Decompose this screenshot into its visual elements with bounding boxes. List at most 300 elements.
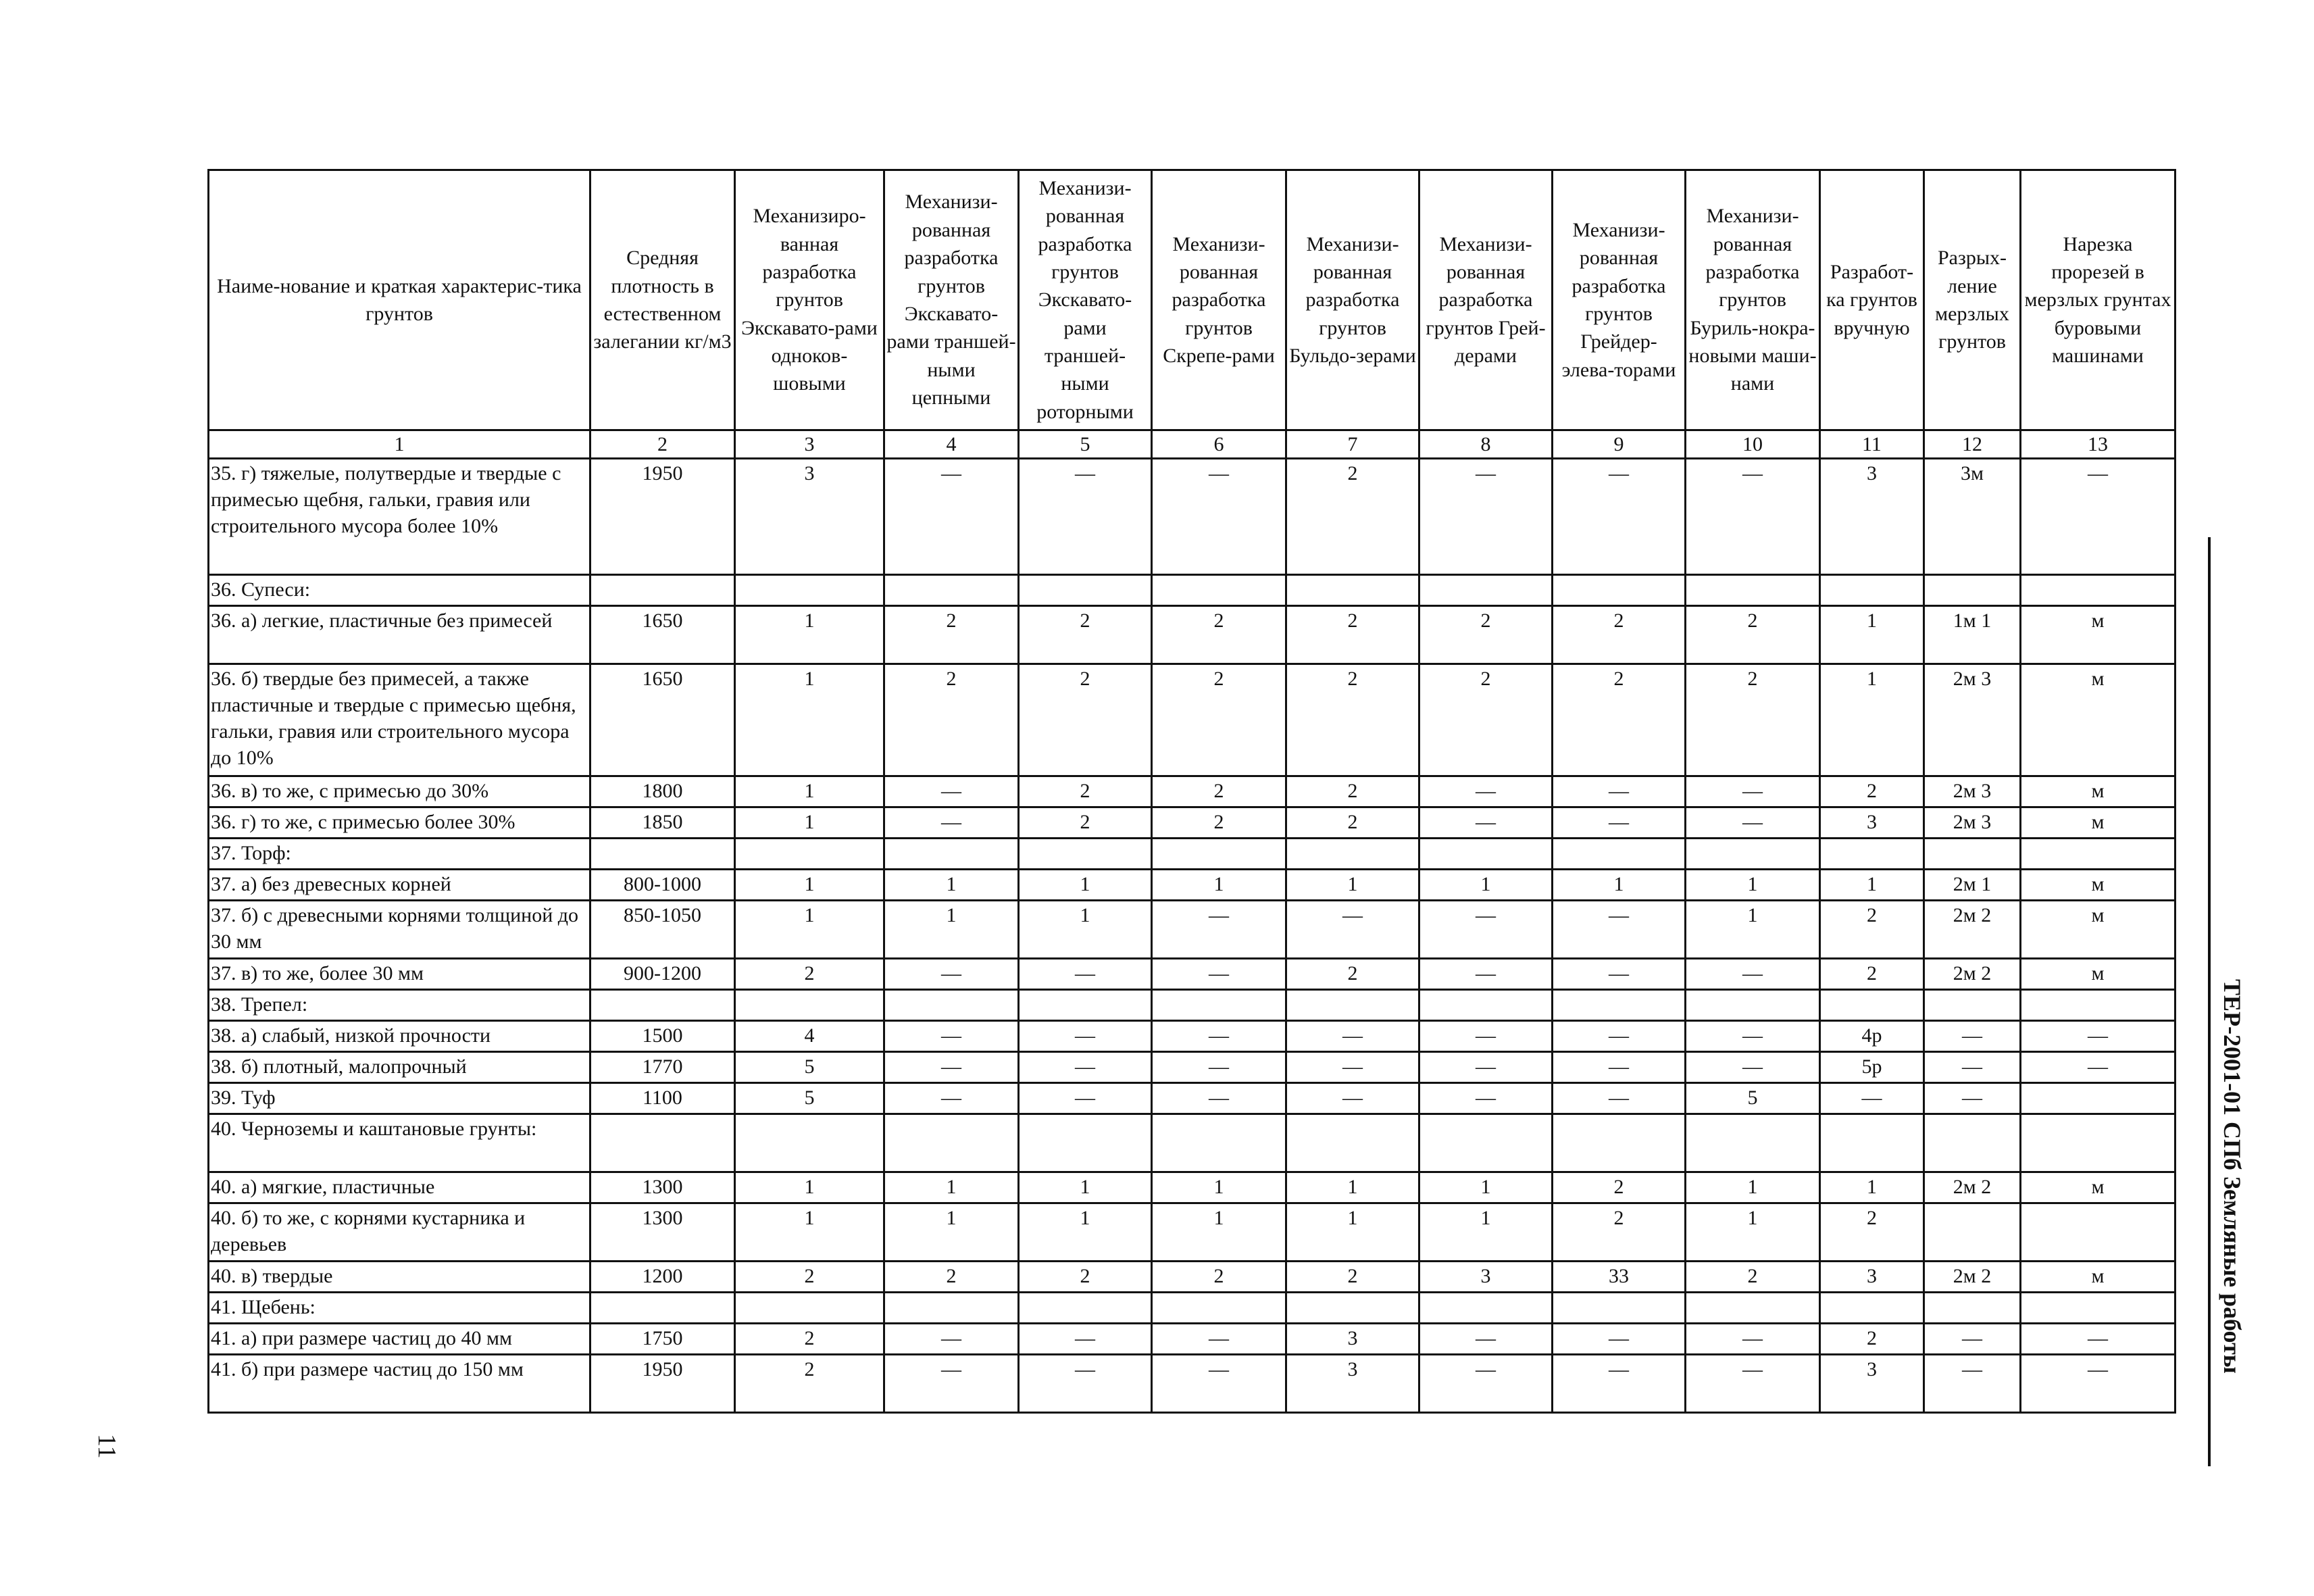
category-cell-c10: 1 — [1686, 870, 1820, 901]
category-cell-c10 — [1686, 839, 1820, 870]
category-cell-c3 — [735, 990, 884, 1021]
column-number: 7 — [1286, 430, 1419, 459]
category-cell-c13: — — [2021, 1021, 2175, 1052]
category-cell-c10: — — [1686, 1355, 1820, 1413]
category-cell-c5: — — [1019, 1052, 1152, 1083]
category-cell-c6: — — [1152, 959, 1286, 990]
table-row — [209, 1262, 2175, 1293]
category-cell-c13 — [2021, 1114, 2175, 1172]
soil-name-cell: 36. б) твердые без примесей, а также пластичные и твердые с примесью щебня, гальки, гравия или строительного мусора до 10% — [209, 664, 590, 776]
category-cell-c3: 1 — [735, 807, 884, 839]
category-cell-c6: — — [1152, 459, 1286, 575]
category-cell-c9: 1 — [1553, 870, 1686, 901]
category-cell-c9 — [1553, 575, 1686, 606]
column-number: 9 — [1553, 430, 1686, 459]
category-cell-c3: 1 — [735, 664, 884, 776]
density-cell: 1300 — [590, 1203, 735, 1262]
category-cell-c8 — [1419, 1114, 1553, 1172]
category-cell-c11: 5р — [1820, 1052, 1924, 1083]
category-cell-c9: — — [1553, 901, 1686, 959]
header-name: Наиме-нование и краткая характерис-тика грунтов — [209, 170, 590, 430]
category-cell-c5 — [1019, 1293, 1152, 1324]
category-cell-c10: — — [1686, 807, 1820, 839]
category-cell-c7: 2 — [1286, 959, 1419, 990]
category-cell-c13: м — [2021, 901, 2175, 959]
table-row — [209, 575, 2175, 606]
category-cell-c8: — — [1419, 807, 1553, 839]
category-cell-c3 — [735, 1293, 884, 1324]
category-cell-c8: — — [1419, 959, 1553, 990]
soil-name-cell: 38. Трепел: — [209, 990, 590, 1021]
category-cell-c13 — [2021, 1293, 2175, 1324]
category-cell-c7 — [1286, 839, 1419, 870]
category-cell-c9 — [1553, 1114, 1686, 1172]
column-number: 6 — [1152, 430, 1286, 459]
category-cell-c12: 2м 3 — [1924, 807, 2021, 839]
table-row — [209, 1052, 2175, 1083]
category-cell-c8: 1 — [1419, 1203, 1553, 1262]
table-row — [209, 459, 2175, 575]
category-cell-c3: 4 — [735, 1021, 884, 1052]
column-number: 13 — [2021, 430, 2175, 459]
table-row — [209, 1293, 2175, 1324]
table-row — [209, 1355, 2175, 1413]
category-cell-c4 — [884, 1293, 1019, 1324]
category-cell-c6: 2 — [1152, 664, 1286, 776]
category-cell-c13: м — [2021, 807, 2175, 839]
category-cell-c7: — — [1286, 1083, 1419, 1114]
soil-name-cell: 40. в) твердые — [209, 1262, 590, 1293]
column-number: 3 — [735, 430, 884, 459]
soil-name-cell: 41. б) при размере частиц до 150 мм — [209, 1355, 590, 1413]
soil-name-cell: 36. а) легкие, пластичные без примесей — [209, 606, 590, 664]
category-cell-c8: 2 — [1419, 606, 1553, 664]
category-cell-c5: — — [1019, 959, 1152, 990]
category-cell-c7: 2 — [1286, 459, 1419, 575]
category-cell-c10 — [1686, 1293, 1820, 1324]
category-cell-c5: — — [1019, 1021, 1152, 1052]
column-number: 4 — [884, 430, 1019, 459]
category-cell-c5: 2 — [1019, 776, 1152, 807]
table-row — [209, 776, 2175, 807]
category-cell-c7: — — [1286, 1021, 1419, 1052]
category-cell-c11: 3 — [1820, 1355, 1924, 1413]
category-cell-c6 — [1152, 839, 1286, 870]
page-number: 11 — [93, 1434, 121, 1459]
category-cell-c7: — — [1286, 901, 1419, 959]
category-cell-c3 — [735, 1114, 884, 1172]
density-cell — [590, 1293, 735, 1324]
category-cell-c13: м — [2021, 1172, 2175, 1203]
density-cell — [590, 990, 735, 1021]
category-cell-c12 — [1924, 839, 2021, 870]
category-cell-c4: — — [884, 1083, 1019, 1114]
category-cell-c10: 2 — [1686, 664, 1820, 776]
category-cell-c13: м — [2021, 606, 2175, 664]
category-cell-c4: 2 — [884, 606, 1019, 664]
category-cell-c12: 2м 2 — [1924, 1172, 2021, 1203]
density-cell — [590, 839, 735, 870]
density-cell: 1100 — [590, 1083, 735, 1114]
category-cell-c4: 2 — [884, 1262, 1019, 1293]
soil-name-cell: 36. Супеси: — [209, 575, 590, 606]
category-cell-c3: 1 — [735, 1172, 884, 1203]
category-cell-c10 — [1686, 990, 1820, 1021]
category-cell-c3: 1 — [735, 870, 884, 901]
category-cell-c9: 2 — [1553, 664, 1686, 776]
header-manual: Разработ-ка грунтов вручную — [1820, 170, 1924, 430]
category-cell-c12: — — [1924, 1021, 2021, 1052]
category-cell-c10: 1 — [1686, 901, 1820, 959]
category-cell-c12: 1м 1 — [1924, 606, 2021, 664]
header-density: Средняя плотность в естественном залегании кг/м3 — [590, 170, 735, 430]
category-cell-c12: 3м — [1924, 459, 2021, 575]
category-cell-c5 — [1019, 575, 1152, 606]
table-row — [209, 839, 2175, 870]
category-cell-c9: — — [1553, 1021, 1686, 1052]
header-row — [209, 170, 2175, 430]
category-cell-c6: 2 — [1152, 776, 1286, 807]
category-cell-c9: — — [1553, 459, 1686, 575]
header-trench-rotor: Механизи-рованная разработка грунтов Экскавато-рами траншей-ными роторными — [1019, 170, 1152, 430]
category-cell-c13: — — [2021, 1324, 2175, 1355]
category-cell-c11 — [1820, 839, 1924, 870]
category-cell-c6: 1 — [1152, 1203, 1286, 1262]
category-cell-c5 — [1019, 990, 1152, 1021]
density-cell: 800-1000 — [590, 870, 735, 901]
category-cell-c13: м — [2021, 870, 2175, 901]
category-cell-c5: 1 — [1019, 870, 1152, 901]
density-cell: 1200 — [590, 1262, 735, 1293]
density-cell: 1800 — [590, 776, 735, 807]
category-cell-c6: — — [1152, 1021, 1286, 1052]
category-cell-c7 — [1286, 1114, 1419, 1172]
category-cell-c6: — — [1152, 901, 1286, 959]
category-cell-c10: — — [1686, 1324, 1820, 1355]
category-cell-c5 — [1019, 1114, 1152, 1172]
column-number-row — [209, 430, 2175, 459]
category-cell-c13: м — [2021, 664, 2175, 776]
table-row — [209, 1172, 2175, 1203]
category-cell-c12 — [1924, 575, 2021, 606]
table-row — [209, 1203, 2175, 1262]
category-cell-c10: 2 — [1686, 606, 1820, 664]
category-cell-c7 — [1286, 990, 1419, 1021]
category-cell-c6: — — [1152, 1052, 1286, 1083]
category-cell-c12: 2м 2 — [1924, 1262, 2021, 1293]
category-cell-c4: 1 — [884, 870, 1019, 901]
category-cell-c7: 3 — [1286, 1324, 1419, 1355]
category-cell-c9: 2 — [1553, 1172, 1686, 1203]
soil-name-cell: 37. в) то же, более 30 мм — [209, 959, 590, 990]
category-cell-c8: — — [1419, 1355, 1553, 1413]
table-body — [209, 459, 2175, 1413]
soil-name-cell: 36. г) то же, с примесью более 30% — [209, 807, 590, 839]
category-cell-c7: 2 — [1286, 807, 1419, 839]
category-cell-c6 — [1152, 575, 1286, 606]
table-row — [209, 870, 2175, 901]
category-cell-c11: 2 — [1820, 959, 1924, 990]
category-cell-c8: — — [1419, 776, 1553, 807]
category-cell-c8 — [1419, 990, 1553, 1021]
category-cell-c3: 5 — [735, 1052, 884, 1083]
density-cell: 850-1050 — [590, 901, 735, 959]
category-cell-c3: 2 — [735, 959, 884, 990]
category-cell-c9: — — [1553, 807, 1686, 839]
category-cell-c6 — [1152, 990, 1286, 1021]
density-cell: 1300 — [590, 1172, 735, 1203]
category-cell-c8 — [1419, 839, 1553, 870]
category-cell-c3: 2 — [735, 1355, 884, 1413]
density-cell: 1750 — [590, 1324, 735, 1355]
category-cell-c13 — [2021, 1203, 2175, 1262]
category-cell-c6: 1 — [1152, 870, 1286, 901]
category-cell-c10: — — [1686, 1052, 1820, 1083]
soil-name-cell: 41. Щебень: — [209, 1293, 590, 1324]
category-cell-c10: 5 — [1686, 1083, 1820, 1114]
margin-rule — [2208, 537, 2211, 1466]
table-row — [209, 807, 2175, 839]
column-number: 1 — [209, 430, 590, 459]
category-cell-c3: 1 — [735, 776, 884, 807]
category-cell-c13 — [2021, 575, 2175, 606]
category-cell-c4: 1 — [884, 901, 1019, 959]
category-cell-c12 — [1924, 990, 2021, 1021]
table-row — [209, 1114, 2175, 1172]
category-cell-c9: 33 — [1553, 1262, 1686, 1293]
category-cell-c12 — [1924, 1293, 2021, 1324]
density-cell: 1500 — [590, 1021, 735, 1052]
category-cell-c10 — [1686, 1114, 1820, 1172]
category-cell-c10: — — [1686, 1021, 1820, 1052]
category-cell-c3: 1 — [735, 901, 884, 959]
category-cell-c13: — — [2021, 1052, 2175, 1083]
soil-name-cell: 35. г) тяжелые, полутвердые и твердые с примесью щебня, гальки, гравия или строительного мусора более 10% — [209, 459, 590, 575]
category-cell-c10 — [1686, 575, 1820, 606]
category-cell-c4: — — [884, 459, 1019, 575]
table-row — [209, 901, 2175, 959]
category-cell-c8: — — [1419, 1083, 1553, 1114]
column-number: 10 — [1686, 430, 1820, 459]
running-title: ТЕР-2001-01 СПб Земляные работы — [2219, 979, 2246, 1374]
category-cell-c7: 3 — [1286, 1355, 1419, 1413]
table-row — [209, 1083, 2175, 1114]
category-cell-c13: м — [2021, 959, 2175, 990]
category-cell-c5: 2 — [1019, 807, 1152, 839]
category-cell-c5: — — [1019, 1355, 1152, 1413]
category-cell-c4: — — [884, 776, 1019, 807]
category-cell-c9: — — [1553, 776, 1686, 807]
category-cell-c13 — [2021, 839, 2175, 870]
table-row — [209, 664, 2175, 776]
table-row — [209, 959, 2175, 990]
category-cell-c8 — [1419, 575, 1553, 606]
category-cell-c4 — [884, 575, 1019, 606]
category-cell-c6: 2 — [1152, 1262, 1286, 1293]
category-cell-c13 — [2021, 1083, 2175, 1114]
category-cell-c11: 1 — [1820, 664, 1924, 776]
category-cell-c13: м — [2021, 776, 2175, 807]
category-cell-c11: 3 — [1820, 807, 1924, 839]
soil-name-cell: 41. а) при размере частиц до 40 мм — [209, 1324, 590, 1355]
category-cell-c9: 2 — [1553, 1203, 1686, 1262]
category-cell-c10: 1 — [1686, 1172, 1820, 1203]
density-cell: 1950 — [590, 1355, 735, 1413]
category-cell-c11 — [1820, 1293, 1924, 1324]
category-cell-c9: 2 — [1553, 606, 1686, 664]
category-cell-c4 — [884, 839, 1019, 870]
category-cell-c3 — [735, 575, 884, 606]
category-cell-c6: — — [1152, 1324, 1286, 1355]
table-row — [209, 1324, 2175, 1355]
soil-name-cell: 37. б) с древесными корнями толщиной до 30 мм — [209, 901, 590, 959]
category-cell-c8: 3 — [1419, 1262, 1553, 1293]
category-cell-c4: 1 — [884, 1203, 1019, 1262]
category-cell-c13: — — [2021, 1355, 2175, 1413]
category-cell-c8: — — [1419, 459, 1553, 575]
category-cell-c3: 2 — [735, 1324, 884, 1355]
category-cell-c11: 2 — [1820, 1203, 1924, 1262]
category-cell-c4: — — [884, 1355, 1019, 1413]
category-cell-c10: 1 — [1686, 1203, 1820, 1262]
density-cell — [590, 575, 735, 606]
soil-name-cell: 38. а) слабый, низкой прочности — [209, 1021, 590, 1052]
category-cell-c7: 2 — [1286, 1262, 1419, 1293]
category-cell-c7: 2 — [1286, 664, 1419, 776]
density-cell: 900-1200 — [590, 959, 735, 990]
category-cell-c9 — [1553, 990, 1686, 1021]
category-cell-c6: — — [1152, 1355, 1286, 1413]
category-cell-c5: 1 — [1019, 1203, 1152, 1262]
category-cell-c9: — — [1553, 1052, 1686, 1083]
category-cell-c6: 2 — [1152, 807, 1286, 839]
header-frozen-loosening: Разрых-ление мерзлых грунтов — [1924, 170, 2021, 430]
category-cell-c8: 1 — [1419, 870, 1553, 901]
category-cell-c3: 1 — [735, 606, 884, 664]
soil-name-cell: 37. а) без древесных корней — [209, 870, 590, 901]
category-cell-c11: — — [1820, 1083, 1924, 1114]
category-cell-c10: — — [1686, 776, 1820, 807]
category-cell-c5: 1 — [1019, 1172, 1152, 1203]
category-cell-c5: — — [1019, 1083, 1152, 1114]
category-cell-c6: — — [1152, 1083, 1286, 1114]
category-cell-c4: 1 — [884, 1172, 1019, 1203]
category-cell-c10: — — [1686, 459, 1820, 575]
header-grader-elevators: Механизи-рованная разработка грунтов Грейдер-элева-торами — [1553, 170, 1686, 430]
category-cell-c13: — — [2021, 459, 2175, 575]
category-cell-c11: 2 — [1820, 901, 1924, 959]
header-scrapers: Механизи-рованная разработка грунтов Скрепе-рами — [1152, 170, 1286, 430]
category-cell-c13 — [2021, 990, 2175, 1021]
column-number: 5 — [1019, 430, 1152, 459]
category-cell-c8: — — [1419, 1021, 1553, 1052]
density-cell — [590, 1114, 735, 1172]
category-cell-c7: — — [1286, 1052, 1419, 1083]
header-trench-chain: Механизи-рованная разработка грунтов Экскавато-рами траншей-ными цепными — [884, 170, 1019, 430]
category-cell-c11: 2 — [1820, 1324, 1924, 1355]
category-cell-c4: — — [884, 959, 1019, 990]
density-cell: 1850 — [590, 807, 735, 839]
soil-name-cell: 36. в) то же, с примесью до 30% — [209, 776, 590, 807]
header-bulldozers: Механизи-рованная разработка грунтов Бульдо-зерами — [1286, 170, 1419, 430]
category-cell-c5: 2 — [1019, 664, 1152, 776]
category-cell-c3 — [735, 839, 884, 870]
category-cell-c3: 3 — [735, 459, 884, 575]
table-row — [209, 606, 2175, 664]
density-cell: 1650 — [590, 606, 735, 664]
category-cell-c4: 2 — [884, 664, 1019, 776]
category-cell-c11: 3 — [1820, 459, 1924, 575]
category-cell-c9: — — [1553, 1324, 1686, 1355]
category-cell-c7: 1 — [1286, 1203, 1419, 1262]
density-cell: 1650 — [590, 664, 735, 776]
soil-name-cell: 38. б) плотный, малопрочный — [209, 1052, 590, 1083]
category-cell-c3: 5 — [735, 1083, 884, 1114]
category-cell-c5: 2 — [1019, 1262, 1152, 1293]
category-cell-c9: — — [1553, 959, 1686, 990]
category-cell-c6: 1 — [1152, 1172, 1286, 1203]
density-cell: 1950 — [590, 459, 735, 575]
category-cell-c5: — — [1019, 1324, 1152, 1355]
category-cell-c9: — — [1553, 1083, 1686, 1114]
header-frozen-cutting: Нарезка прорезей в мерзлых грунтах буровыми машинами — [2021, 170, 2175, 430]
category-cell-c11: 1 — [1820, 606, 1924, 664]
category-cell-c5: 2 — [1019, 606, 1152, 664]
category-cell-c4: — — [884, 1021, 1019, 1052]
category-cell-c7: 1 — [1286, 1172, 1419, 1203]
category-cell-c8: — — [1419, 1052, 1553, 1083]
category-cell-c11 — [1820, 575, 1924, 606]
table-row — [209, 990, 2175, 1021]
category-cell-c11: 1 — [1820, 870, 1924, 901]
category-cell-c11: 2 — [1820, 776, 1924, 807]
category-cell-c12: — — [1924, 1083, 2021, 1114]
category-cell-c5: — — [1019, 459, 1152, 575]
category-cell-c11 — [1820, 990, 1924, 1021]
category-cell-c10: 2 — [1686, 1262, 1820, 1293]
category-cell-c7 — [1286, 1293, 1419, 1324]
category-cell-c8 — [1419, 1293, 1553, 1324]
category-cell-c7 — [1286, 575, 1419, 606]
column-number: 11 — [1820, 430, 1924, 459]
category-cell-c13: м — [2021, 1262, 2175, 1293]
category-cell-c10: — — [1686, 959, 1820, 990]
category-cell-c5: 1 — [1019, 901, 1152, 959]
table-row — [209, 1021, 2175, 1052]
category-cell-c12 — [1924, 1203, 2021, 1262]
column-number: 12 — [1924, 430, 2021, 459]
category-cell-c6 — [1152, 1114, 1286, 1172]
category-cell-c12: 2м 2 — [1924, 959, 2021, 990]
category-cell-c8: 2 — [1419, 664, 1553, 776]
category-cell-c4: — — [884, 807, 1019, 839]
category-cell-c12: 2м 2 — [1924, 901, 2021, 959]
header-graders: Механизи-рованная разработка грунтов Грей-дерами — [1419, 170, 1553, 430]
category-cell-c4 — [884, 990, 1019, 1021]
soil-name-cell: 37. Торф: — [209, 839, 590, 870]
category-cell-c4 — [884, 1114, 1019, 1172]
column-number: 2 — [590, 430, 735, 459]
category-cell-c11: 3 — [1820, 1262, 1924, 1293]
category-cell-c4: — — [884, 1052, 1019, 1083]
soil-name-cell: 40. Черноземы и каштановые грунты: — [209, 1114, 590, 1172]
category-cell-c9: — — [1553, 1355, 1686, 1413]
category-cell-c5 — [1019, 839, 1152, 870]
header-excavators-single-bucket: Механизиро-ванная разработка грунтов Экскавато-рами одноков-шовыми — [735, 170, 884, 430]
category-cell-c12: 2м 3 — [1924, 776, 2021, 807]
category-cell-c8: — — [1419, 1324, 1553, 1355]
header-drill-crane: Механизи-рованная разработка грунтов Буриль-нокра-новыми маши-нами — [1686, 170, 1820, 430]
